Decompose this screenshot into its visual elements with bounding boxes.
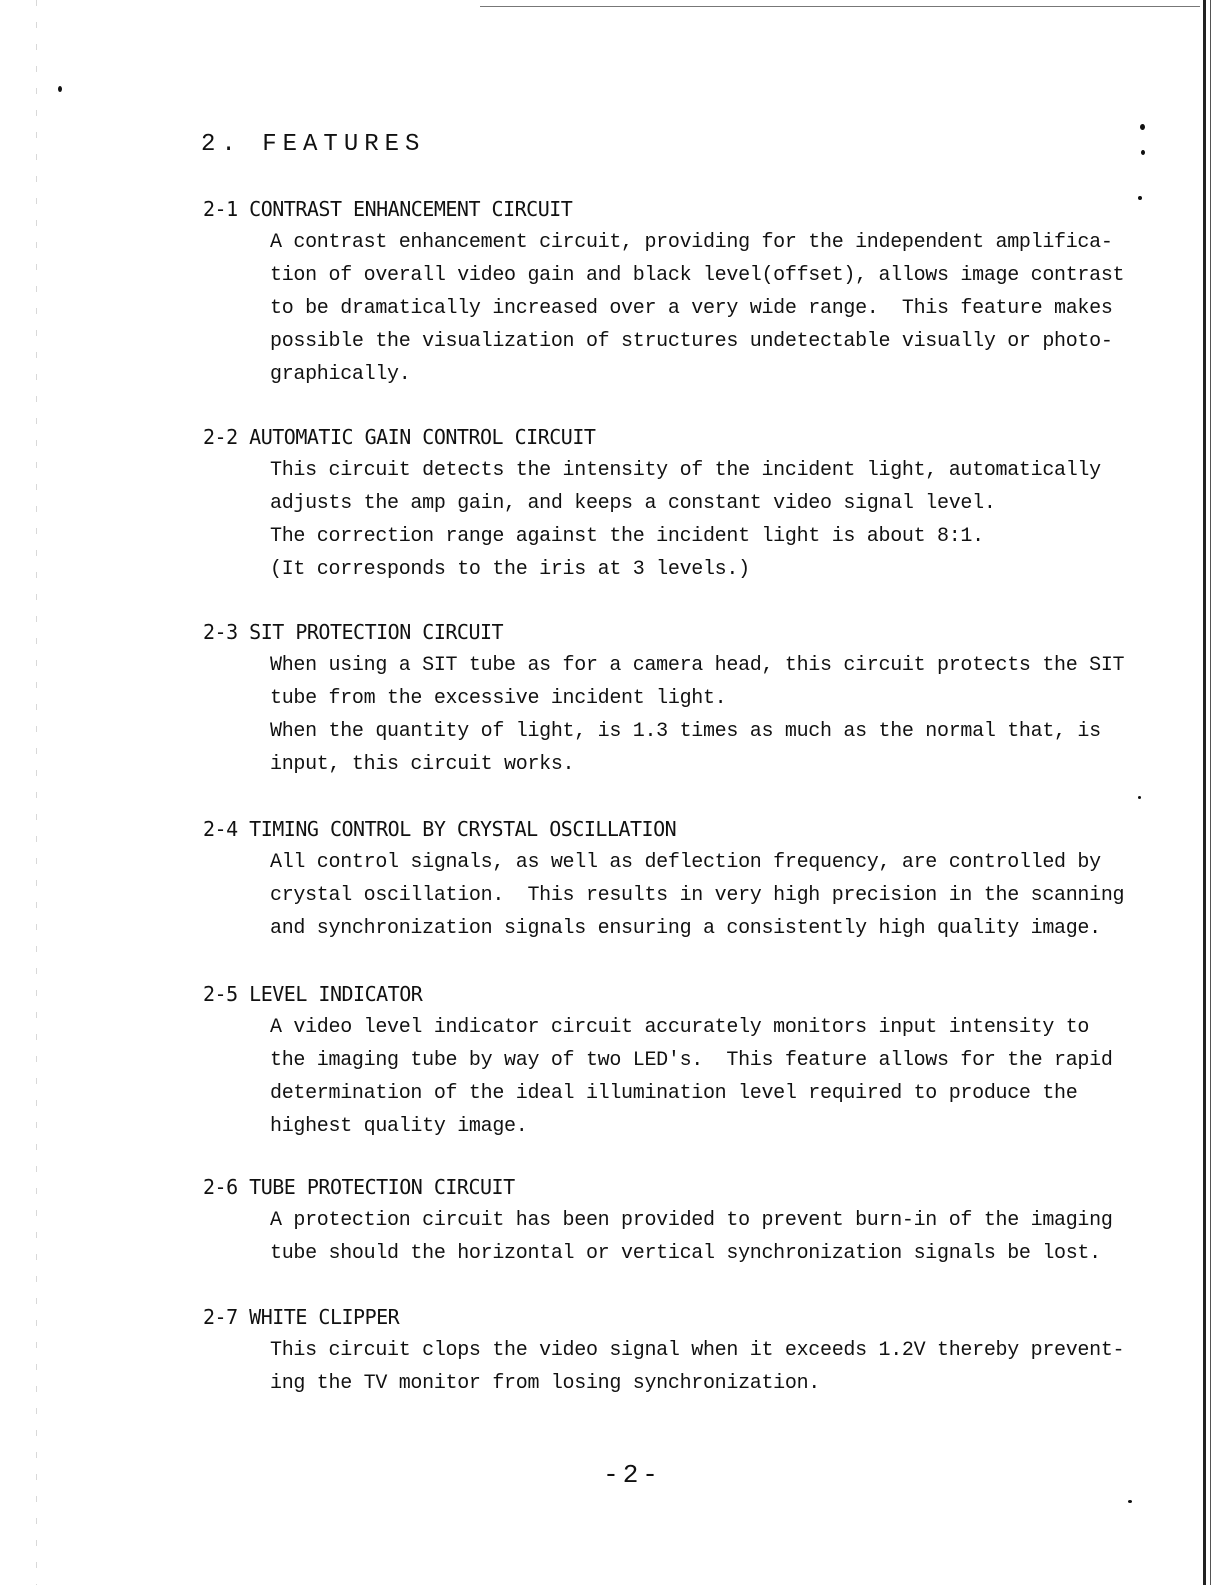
section-title: 2-3 SIT PROTECTION CIRCUIT xyxy=(203,620,504,644)
scan-speck xyxy=(1140,124,1145,130)
section-text-line: tion of overall video gain and black level(offset), allows image contrast xyxy=(270,264,1125,287)
section-text-line: graphically. xyxy=(270,363,411,386)
section-title: 2-1 CONTRAST ENHANCEMENT CIRCUIT xyxy=(203,197,573,221)
section-text-line: input, this circuit works. xyxy=(270,753,575,776)
section-text-line: A contrast enhancement circuit, providing for the independent amplifica- xyxy=(270,231,1113,254)
scan-speck xyxy=(1141,150,1145,155)
section-text-line: The correction range against the incident light is about 8:1. xyxy=(270,525,984,548)
section-timing-control xyxy=(203,813,1125,945)
section-title: 2-5 LEVEL INDICATOR xyxy=(203,982,423,1006)
section-text-line: adjusts the amp gain, and keeps a constant video signal level. xyxy=(270,492,996,515)
section-contrast-enhancement xyxy=(203,193,1125,391)
scan-speck xyxy=(1138,196,1142,200)
section-text-line: the imaging tube by way of two LED's. This feature allows for the rapid xyxy=(270,1049,1113,1072)
section-text-line: and synchronization signals ensuring a consistently high quality image. xyxy=(270,917,1101,940)
scan-speck xyxy=(58,86,62,92)
page-number: -2- xyxy=(603,1460,662,1490)
section-white-clipper xyxy=(203,1301,1125,1400)
section-text-line: tube from the excessive incident light. xyxy=(270,687,727,710)
scan-edge-right xyxy=(1203,0,1206,1585)
section-text-line: to be dramatically increased over a very wide range. This feature makes xyxy=(270,297,1113,320)
section-text-line: This circuit clops the video signal when it exceeds 1.2V thereby prevent- xyxy=(270,1339,1125,1362)
scan-edge-right-inner xyxy=(1210,0,1211,1585)
section-text-line: A video level indicator circuit accurately monitors input intensity to xyxy=(270,1016,1090,1039)
scan-speck xyxy=(1128,1500,1132,1503)
section-text-line: All control signals, as well as deflection frequency, are controlled by xyxy=(270,851,1101,874)
scan-edge-left xyxy=(36,0,37,1585)
section-automatic-gain-control xyxy=(203,421,1103,586)
section-title: 2-7 WHITE CLIPPER xyxy=(203,1305,400,1329)
section-sit-protection xyxy=(203,616,1125,781)
section-text-line: possible the visualization of structures undetectable visually or photo- xyxy=(270,330,1113,353)
section-text-line: (It corresponds to the iris at 3 levels.) xyxy=(270,558,750,581)
section-text-line: When the quantity of light, is 1.3 times as much as the normal that, is xyxy=(270,720,1101,743)
section-tube-protection xyxy=(203,1171,1113,1270)
section-text-line: This circuit detects the intensity of the incident light, automatically xyxy=(270,459,1101,482)
scan-top-line xyxy=(480,6,1200,7)
section-text-line: A protection circuit has been provided to prevent burn-in of the imaging xyxy=(270,1209,1113,1232)
section-text-line: determination of the ideal illumination level required to produce the xyxy=(270,1082,1078,1105)
page-heading: 2. FEATURES xyxy=(201,131,426,158)
section-text-line: When using a SIT tube as for a camera head, this circuit protects the SIT xyxy=(270,654,1125,677)
scan-speck xyxy=(1138,796,1141,799)
section-text-line: tube should the horizontal or vertical synchronization signals be lost. xyxy=(270,1242,1101,1265)
section-title: 2-4 TIMING CONTROL BY CRYSTAL OSCILLATION xyxy=(203,817,677,841)
section-text-line: crystal oscillation. This results in very high precision in the scanning xyxy=(270,884,1125,907)
section-text-line: highest quality image. xyxy=(270,1115,528,1138)
section-title: 2-6 TUBE PROTECTION CIRCUIT xyxy=(203,1175,515,1199)
section-title: 2-2 AUTOMATIC GAIN CONTROL CIRCUIT xyxy=(203,425,596,449)
section-text-line: ing the TV monitor from losing synchronization. xyxy=(270,1372,820,1395)
section-level-indicator xyxy=(203,978,1113,1143)
